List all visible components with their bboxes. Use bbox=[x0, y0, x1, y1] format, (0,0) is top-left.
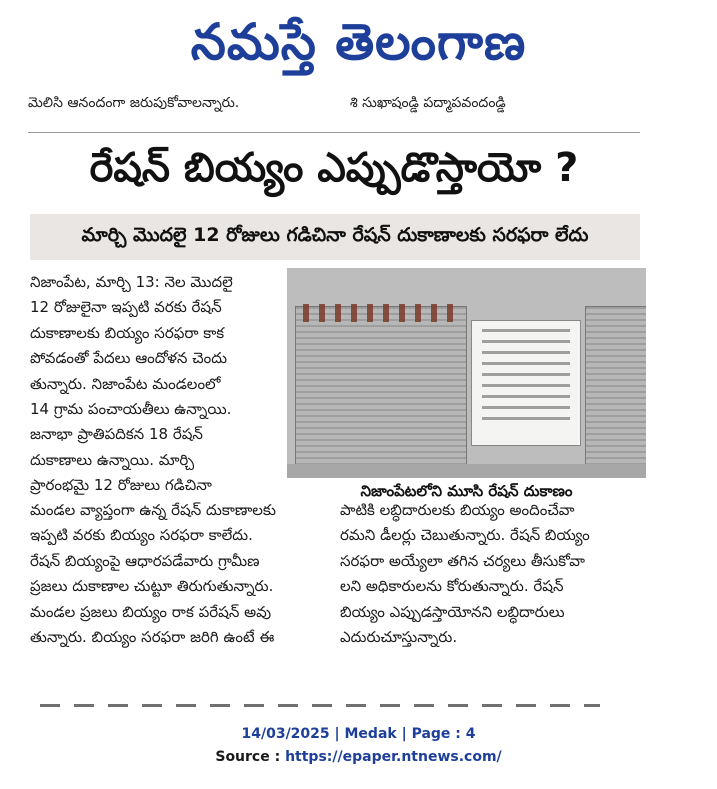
footer-source bbox=[0, 749, 717, 765]
photo-notice-board bbox=[471, 320, 581, 446]
left-column bbox=[30, 270, 282, 499]
left-column-continued bbox=[30, 498, 332, 650]
footer-source-label: Source : bbox=[215, 749, 286, 765]
body-line: 14 గ్రామ పంచాయతీలు ఉన్నాయి. bbox=[30, 400, 232, 419]
footer-date-edition-page: 14/03/2025 | Medak | Page : 4 bbox=[241, 726, 476, 742]
body-line: ప్రారంభమై 12 రోజులు గడిచినా bbox=[30, 476, 212, 495]
body-line: ప్రజలు దుకాణాల చుట్టూ తిరుగుతున్నారు. bbox=[30, 577, 274, 596]
body-line: రమని డీలర్లు చెబుతున్నారు. రేషన్ బియ్యం bbox=[340, 526, 590, 545]
footer-source-url[interactable]: https://epaper.ntnews.com/ bbox=[285, 749, 502, 765]
photo-floor bbox=[287, 464, 646, 478]
next-article-cutoff bbox=[40, 700, 600, 708]
photo-shutter-left bbox=[295, 306, 467, 478]
right-column bbox=[340, 498, 646, 650]
body-line: తున్నారు. నిజాంపేట మండలంలో bbox=[30, 374, 221, 393]
body-line: సరఫరా అయ్యేలా తగిన చర్యలు తీసుకోవా bbox=[340, 551, 586, 570]
body-line: మండల ప్రజలు బియ్యం రాక పరేషన్ అవు bbox=[30, 602, 272, 621]
body-line: మండల వ్యాప్తంగా ఉన్న రేషన్ దుకాణాలకు bbox=[30, 501, 276, 519]
ration-shop-photo bbox=[287, 268, 646, 478]
body-line: దుకాణాలు ఉన్నాయి. మార్చి bbox=[30, 450, 195, 469]
photo-shutter-right bbox=[585, 306, 646, 478]
body-line: రేషన్ బియ్యంపై ఆధారపడేవారు గ్రామీణ bbox=[30, 551, 260, 570]
previous-article-left-line: మెలిసి ఆనందంగా జరుపుకోవాలన్నారు. bbox=[28, 95, 240, 111]
photo-caption: నిజాంపేటలోని మూసి రేషన్ దుకాణం bbox=[360, 482, 573, 500]
body-line: లని అధికారులను కోరుతున్నారు. రేషన్ bbox=[340, 577, 564, 596]
masthead bbox=[0, 6, 717, 78]
article-subheadline bbox=[30, 214, 640, 260]
body-line: ఎదురుచూస్తున్నారు. bbox=[340, 628, 458, 647]
body-line: బియ్యం ఎప్పుడస్తాయోనని లబ్ధిదారులు bbox=[340, 602, 565, 621]
article-headline: రేషన్ బియ్యం ఎప్పుడొస్తాయో ? bbox=[89, 145, 579, 191]
body-line: పోవడంతో పేదలు ఆందోళన చెందు bbox=[30, 349, 228, 368]
body-line: పాటికి లబ్ధిదారులకు బియ్యం అందించేవా bbox=[340, 501, 575, 519]
previous-article-right-line: శి సుఖాషండ్డి పద్మాపవందండ్డి bbox=[350, 95, 506, 111]
body-line: నిజాంపేట, మార్చి 13: నెల మొదలై bbox=[30, 273, 233, 291]
body-line: ఇప్పటి వరకు బియ్యం సరఫరా కాలేదు. bbox=[30, 526, 253, 545]
body-line: తున్నారు. బియ్యం సరఫరా జరిగి ఉంటే ఈ bbox=[30, 628, 275, 647]
subheadline-text: మార్చి మొదలై 12 రోజులు గడిచినా రేషన్ దుకాణాలకు సరఫరా లేదు bbox=[81, 223, 589, 246]
top-divider bbox=[28, 132, 640, 133]
photo-garland bbox=[303, 304, 463, 322]
body-line: దుకాణాలకు బియ్యం సరఫరా కాక bbox=[30, 323, 225, 342]
body-line: 12 రోజులైనా ఇప్పటి వరకు రేషన్ bbox=[30, 298, 222, 317]
body-line: జనాభా ప్రాతిపదికన 18 రేషన్ bbox=[30, 425, 203, 444]
masthead-title: నమస్తే తెలంగాణ bbox=[190, 13, 527, 71]
